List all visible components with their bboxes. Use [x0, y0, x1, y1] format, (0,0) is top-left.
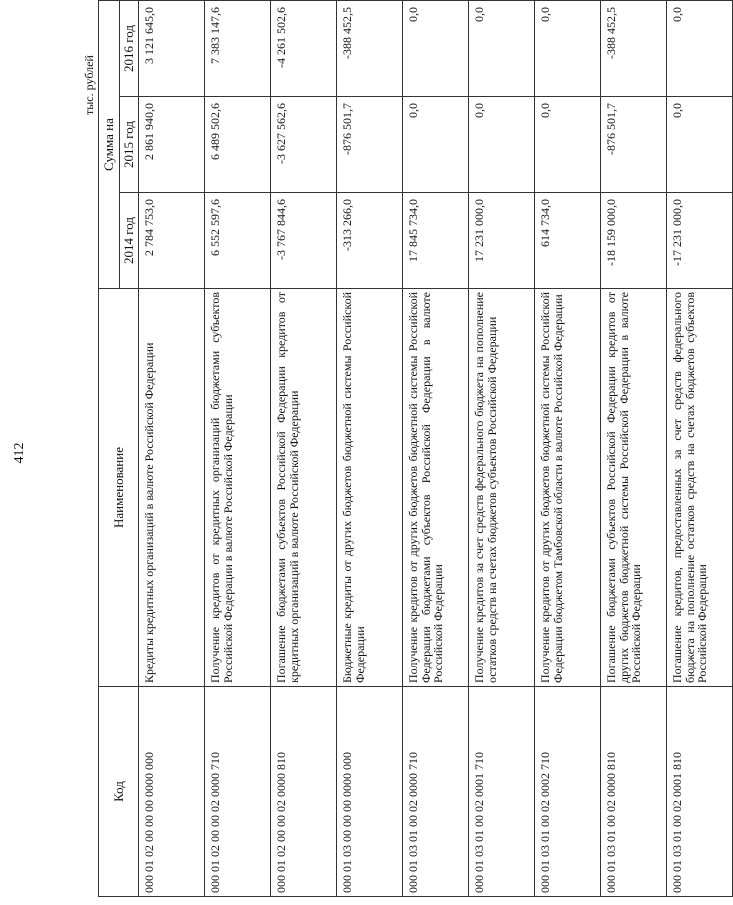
header-year-2015: 2015 год — [120, 97, 139, 193]
row-code: 000 01 02 00 00 00 0000 000 — [139, 687, 205, 897]
row-name: Кредиты кредитных организаций в валюте Российской Федерации — [139, 289, 205, 687]
row-value-2016: 7 383 147,6 — [205, 1, 271, 97]
row-name: Погашение бюджетами субъектов Российской Федерации кредитов от других бюджетов бюджетной системы Российской Федерации в валюте Российской Федерации — [601, 289, 667, 687]
row-value-2014: -18 159 000,0 — [601, 193, 667, 289]
table-row — [535, 1, 601, 897]
row-name: Погашение кредитов, предоставленных за счет средств федерального бюджета на пополнение остатков средств на счетах бюджетов субъектов Российской Федерации — [667, 289, 733, 687]
row-value-2015: 2 861 940,0 — [139, 97, 205, 193]
row-code: 000 01 03 01 00 02 0002 710 — [535, 687, 601, 897]
row-code: 000 01 02 00 00 02 0000 710 — [205, 687, 271, 897]
row-name: Получение кредитов от других бюджетов бюджетной системы Российской Федерации бюджетами субъектов Российской Федерации в валюте Российской Федерации — [403, 289, 469, 687]
row-value-2016: -388 452,5 — [601, 1, 667, 97]
row-code: 000 01 03 01 00 02 0001 810 — [667, 687, 733, 897]
row-name: Получение кредитов от кредитных организаций бюджетами субъектов Российской Федерации в валюте Российской Федерации — [205, 289, 271, 687]
row-value-2015: 6 489 502,6 — [205, 97, 271, 193]
row-value-2015: 0,0 — [535, 97, 601, 193]
header-year-2016: 2016 год — [120, 1, 139, 97]
table-row — [271, 1, 337, 897]
row-value-2016: 0,0 — [535, 1, 601, 97]
table-row — [667, 1, 733, 897]
row-value-2016: -388 452,5 — [337, 1, 403, 97]
row-value-2014: 614 734,0 — [535, 193, 601, 289]
row-value-2016: 0,0 — [403, 1, 469, 97]
row-value-2015: -876 501,7 — [337, 97, 403, 193]
row-value-2014: -313 266,0 — [337, 193, 403, 289]
row-value-2014: 17 845 734,0 — [403, 193, 469, 289]
table-row — [403, 1, 469, 897]
table-row — [337, 1, 403, 897]
row-value-2016: -4 261 502,6 — [271, 1, 337, 97]
row-value-2016: 0,0 — [469, 1, 535, 97]
row-value-2015: -3 627 562,6 — [271, 97, 337, 193]
row-name: Погашение бюджетами субъектов Российской Федерации кредитов от кредитных организаций в валюте Российской Федерации — [271, 289, 337, 687]
row-value-2016: 3 121 645,0 — [139, 1, 205, 97]
row-value-2014: 2 784 753,0 — [139, 193, 205, 289]
row-code: 000 01 03 01 00 02 0000 810 — [601, 687, 667, 897]
units-label: тыс. рублей — [82, 55, 96, 115]
header-year-2014: 2014 год — [120, 193, 139, 289]
row-value-2015: 0,0 — [403, 97, 469, 193]
row-value-2014: -3 767 844,6 — [271, 193, 337, 289]
row-name: Бюджетные кредиты от других бюджетов бюджетной системы Российской Федерации — [337, 289, 403, 687]
row-value-2015: 0,0 — [469, 97, 535, 193]
table-row — [601, 1, 667, 897]
row-value-2014: 17 231 000,0 — [469, 193, 535, 289]
row-value-2014: -17 231 000,0 — [667, 193, 733, 289]
table-row — [469, 1, 535, 897]
row-code: 000 01 02 00 00 02 0000 810 — [271, 687, 337, 897]
table-row — [205, 1, 271, 897]
header-name: Наименование — [99, 289, 139, 687]
budget-table — [98, 0, 733, 897]
header-code: Код — [99, 687, 139, 897]
header-sum-group: Сумма на — [99, 1, 120, 289]
row-value-2014: 6 552 597,6 — [205, 193, 271, 289]
row-value-2015: 0,0 — [667, 97, 733, 193]
row-value-2015: -876 501,7 — [601, 97, 667, 193]
row-code: 000 01 03 01 00 02 0001 710 — [469, 687, 535, 897]
row-code: 000 01 03 00 00 00 0000 000 — [337, 687, 403, 897]
row-value-2016: 0,0 — [667, 1, 733, 97]
page-number: 412 — [12, 442, 27, 464]
row-name: Получение кредитов за счет средств федерального бюджета на пополнение остатков средств на счетах бюджетов субъектов Российской Федерации — [469, 289, 535, 687]
table-row — [139, 1, 205, 897]
row-code: 000 01 03 01 00 02 0000 710 — [403, 687, 469, 897]
row-name: Получение кредитов от других бюджетов бюджетной системы Российской Федерации бюджетом Тамбовской области в валюте Российской Федерации — [535, 289, 601, 687]
